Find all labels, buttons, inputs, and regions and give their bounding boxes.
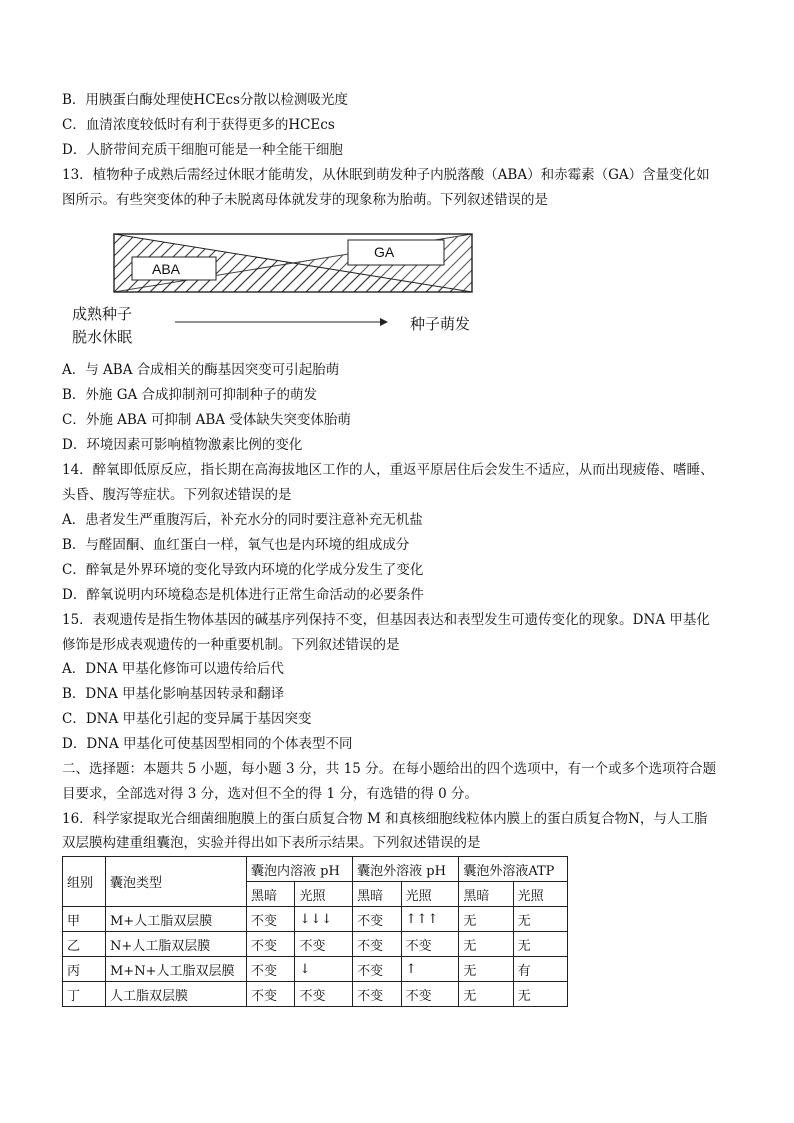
ga-label-box <box>348 240 444 265</box>
cell-atp-light: 无 <box>513 982 567 1007</box>
cell-atp-dark: 无 <box>459 982 513 1007</box>
q14-option-a: A．患者发生严重腹泻后，补充水分的同时要注意补充无机盐 <box>62 512 423 528</box>
cell-in-light: ↓ <box>295 957 353 982</box>
cell-out-dark: 不变 <box>353 957 401 982</box>
cell-out-dark: 不变 <box>353 907 401 932</box>
cell-atp-dark: 无 <box>459 907 513 932</box>
q13-stem-line1: 13．植物种子成熟后需经过休眠才能萌发，从休眠到萌发种子内脱落酸（ABA）和赤霉素（GA）含量变化如 <box>62 167 710 183</box>
cell-type: M+N+人工脂双层膜 <box>106 957 247 982</box>
table-row <box>63 982 568 1007</box>
cell-group: 甲 <box>63 907 106 932</box>
results-table <box>62 856 568 1007</box>
q13-option-d: D．环境因素可影响植物激素比例的变化 <box>62 437 303 453</box>
q15-stem-line1: 15．表观遗传是指生物体基因的碱基序列保持不变，但基因表达和表型发生可遗传变化的现象。DNA 甲基化 <box>62 612 710 628</box>
table-header-row <box>63 857 568 882</box>
cell-in-light: 不变 <box>295 982 353 1007</box>
q16-stem-line2: 双层膜构建重组囊泡，实验并得出如下表所示结果。下列叙述错误的是 <box>62 835 481 851</box>
sub-light: 光照 <box>295 882 353 907</box>
header-outer-ph: 囊泡外溶液 pH <box>353 857 459 882</box>
sub-dark: 黑暗 <box>247 882 295 907</box>
cell-group: 丙 <box>63 957 106 982</box>
header-group: 组别 <box>63 857 106 907</box>
aba-label: ABA <box>152 261 181 277</box>
ga-label: GA <box>374 244 395 260</box>
q13-stem-line2: 图所示。有些突变体的种子未脱离母体就发芽的现象称为胎萌。下列叙述错误的是 <box>62 192 548 208</box>
q13-option-b: B．外施 GA 合成抑制剂可抑制种子的萌发 <box>62 387 318 403</box>
sub-light: 光照 <box>401 882 459 907</box>
cell-atp-light: 无 <box>513 907 567 932</box>
q14-option-b: B．与醛固酮、血红蛋白一样，氧气也是内环境的组成成分 <box>62 537 410 553</box>
cell-atp-dark: 无 <box>459 932 513 957</box>
cell-out-dark: 不变 <box>353 982 401 1007</box>
table-row <box>63 932 568 957</box>
q16-stem-line1: 16．科学家提取光合细菌细胞膜上的蛋白质复合物 M 和真核细胞线粒体内膜上的蛋白质复合物N，与人工脂 <box>62 811 708 827</box>
q15-option-d: D．DNA 甲基化可使基因型相同的个体表型不同 <box>62 736 353 752</box>
q12-option-d: D．人脐带间充质干细胞可能是一种全能干细胞 <box>62 142 343 158</box>
time-arrow-head <box>380 318 388 326</box>
cell-in-dark: 不变 <box>247 982 295 1007</box>
q14-stem-line1: 14．醉氧即低原反应，指长期在高海拔地区工作的人，重返平原居住后会发生不适应，从而出现疲倦、嗜睡、 <box>62 462 714 478</box>
start-label-1: 成熟种子 <box>72 305 133 323</box>
q13-option-c: C．外施 ABA 可抑制 ABA 受体缺失突变体胎萌 <box>62 412 351 428</box>
q15-option-a: A．DNA 甲基化修饰可以遗传给后代 <box>62 661 284 677</box>
end-label: 种子萌发 <box>410 315 471 333</box>
table-row <box>63 957 568 982</box>
q15-option-c: C．DNA 甲基化引起的变异属于基因突变 <box>62 711 312 727</box>
header-type: 囊泡类型 <box>106 857 247 907</box>
sub-light: 光照 <box>513 882 567 907</box>
hormone-diagram <box>60 226 480 356</box>
cell-in-light: 不变 <box>295 932 353 957</box>
q12-option-c: C．血清浓度较低时有利于获得更多的HCEcs <box>62 117 335 133</box>
q15-option-b: B．DNA 甲基化影响基因转录和翻译 <box>62 686 285 702</box>
cell-in-dark: 不变 <box>247 907 295 932</box>
sub-dark: 黑暗 <box>353 882 401 907</box>
cell-in-dark: 不变 <box>247 957 295 982</box>
cell-atp-light: 有 <box>513 957 567 982</box>
start-label-2: 脱水休眠 <box>72 328 133 346</box>
cell-out-light: ↑ <box>401 957 459 982</box>
section2-line2: 目要求，全部选对得 3 分，选对但不全的得 1 分，有选错的得 0 分。 <box>62 786 479 802</box>
q15-stem-line2: 修饰是形成表观遗传的一种重要机制。下列叙述错误的是 <box>62 637 400 653</box>
q13-option-a: A．与 ABA 合成相关的酶基因突变可引起胎萌 <box>62 362 340 378</box>
cell-atp-dark: 无 <box>459 957 513 982</box>
header-outer-atp: 囊泡外溶液ATP <box>459 857 568 882</box>
table-row <box>63 907 568 932</box>
q14-stem-line2: 头昏、腹泻等症状。下列叙述错误的是 <box>62 487 292 503</box>
cell-in-light: ↓↓↓ <box>295 907 353 932</box>
header-inner-ph: 囊泡内溶液 pH <box>247 857 353 882</box>
cell-out-light: ↑↑↑ <box>401 907 459 932</box>
q12-option-b: B．用胰蛋白酶处理使HCEcs分散以检测吸光度 <box>62 92 348 108</box>
cell-type: N+人工脂双层膜 <box>106 932 247 957</box>
cell-out-light: 不变 <box>401 932 459 957</box>
q14-option-c: C．醉氧是外界环境的变化导致内环境的化学成分发生了变化 <box>62 562 424 578</box>
cell-type: M+人工脂双层膜 <box>106 907 247 932</box>
sub-dark: 黑暗 <box>459 882 513 907</box>
cell-atp-light: 无 <box>513 932 567 957</box>
cell-out-dark: 不变 <box>353 932 401 957</box>
cell-group: 乙 <box>63 932 106 957</box>
q14-option-d: D．醉氧说明内环境稳态是机体进行正常生命活动的必要条件 <box>62 587 424 603</box>
cell-type: 人工脂双层膜 <box>106 982 247 1007</box>
cell-group: 丁 <box>63 982 106 1007</box>
cell-in-dark: 不变 <box>247 932 295 957</box>
cell-out-light: 不变 <box>401 982 459 1007</box>
section2-line1: 二、选择题：本题共 5 小题，每小题 3 分，共 15 分。在每小题给出的四个选项中，有一个或多个选项符合题 <box>62 761 717 777</box>
